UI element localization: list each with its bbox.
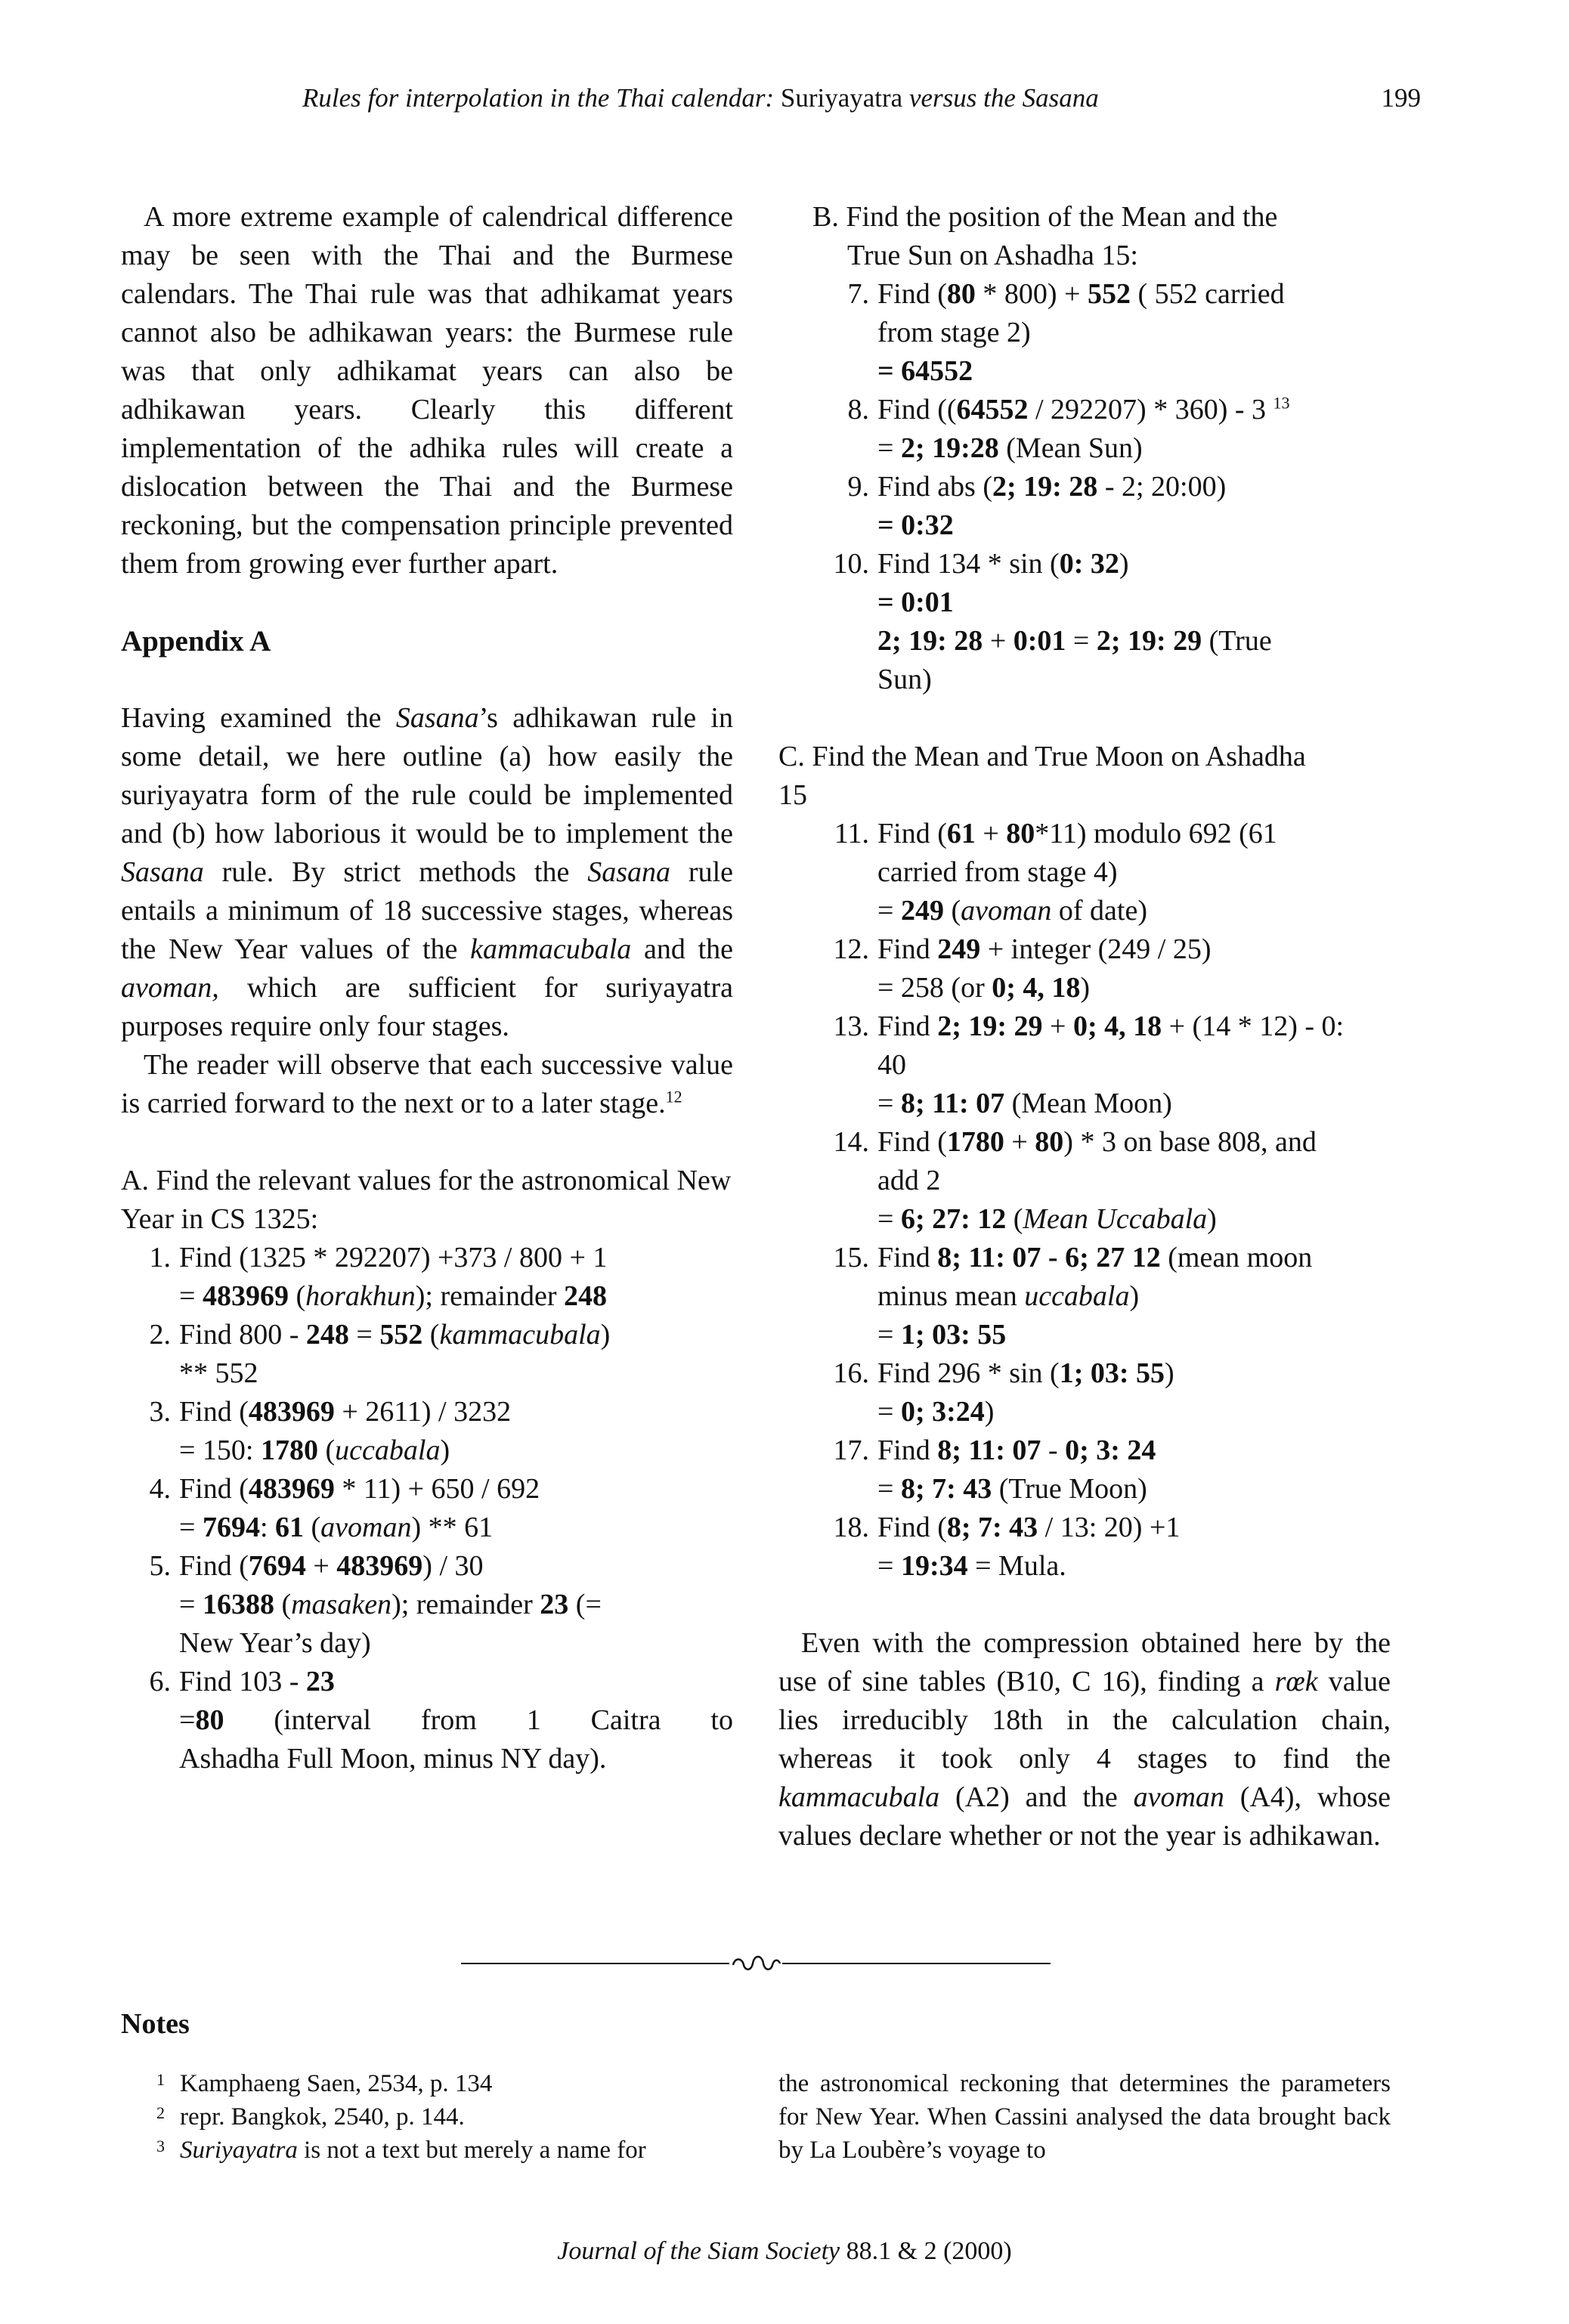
running-title: Rules for interpolation in the Thai calendar: Suriyayatra versus the Sasana (302, 83, 1099, 113)
page-number: 199 (1381, 83, 1421, 113)
step-11: 11. Find (61 + 80*11) modulo 692 (61 carried from stage 4) = 249 (avoman of date) (834, 818, 1277, 927)
notes-heading: Notes (121, 2008, 190, 2040)
step-18: 18. Find (8; 7: 43 / 13: 20) +1 = 19:34 = Mula. (833, 1512, 1181, 1582)
step-1: 1. Find (1325 * 292207) +373 / 800 + 1 = 483969 (horakhun); remainder 248 (149, 1242, 608, 1312)
step-3: 3. Find (483969 + 2611) / 3232 = 150: 1780 (uccabala) (149, 1396, 512, 1466)
footnote-ref-13: 13 (1273, 393, 1290, 413)
section-divider-ornament (461, 1948, 1051, 1979)
step-16: 16. Find 296 * sin (1; 03: 55) = 0; 3:24) (833, 1357, 1174, 1428)
section-c-heading: C. Find the Mean and True Moon on Ashadha 15 (778, 741, 1306, 811)
notes-right (778, 2067, 1391, 2167)
step-17: 17. Find 8; 11: 07 - 0; 3: 24 = 8; 7: 43 (True Moon) (833, 1434, 1156, 1505)
appendix-heading: Appendix A (121, 625, 271, 658)
appendix-paragraph-2: The reader will observe that each successive value is carried forward to the next or to a later stage.$^{12}$ (121, 1049, 733, 1119)
notes-left (121, 2067, 741, 2167)
section-a-heading: A. Find the relevant values for the astronomical New Year in CS 1325: (121, 1165, 732, 1235)
footnote-2: 2 repr. Bangkok, 2540, p. 144. (156, 2103, 465, 2131)
step-12: 12. Find 249 + integer (249 / 25) = 258 (or 0; 4, 18) (833, 933, 1212, 1004)
section-b-heading: B. Find the position of the Mean and the True Sun on Ashadha 15: (812, 201, 1278, 271)
step-4: 4. Find (483969 * 11) + 650 / 692 = 7694: 61 (avoman) ** 61 (149, 1473, 540, 1543)
left-column (121, 198, 733, 1778)
appendix-paragraph-1: Having examined the Sasana’s adhikawan rule in some detail, we here outline (a) how easily the suriyayatra form of the rule could be implemented and (b) how laborious it would be to implement the Sasana rule. By strict methods the Sasana rule entails a minimum of 18 successive stages, whereas the New Year values of the kammacubala and the avoman, which are sufficient for suriyayatra purposes require only four stages. (121, 702, 733, 1042)
step-7: 7. Find (80 * 800) + 552 ( 552 carried from stage 2) = 64552 (847, 278, 1285, 387)
step-5: 5. Find (7694 + 483969) / 30 = 16388 (masaken); remainder 23 (= New Year’s day) (149, 1550, 602, 1659)
journal-footer: Journal of the Siam Society 88.1 & 2 (2000) (557, 2237, 1012, 2265)
footnote-3-continued: the astronomical reckoning that determines the parameters for New Year. When Cassini analysed the data brought back by La Loubère’s voyage to (778, 2070, 1391, 2164)
step-8: 8. Find ((64552 / 292207) * 360) - 3 $^{13}$ = 2; 19:28 (Mean Sun) (847, 393, 1290, 464)
footnote-ref-12: 12 (665, 1087, 682, 1106)
step-9: 9. Find abs (2; 19: 28 - 2; 20:00) = 0:32 (847, 471, 1227, 541)
footnote-3: 3 Suriyayatra is not a text but merely a name for (156, 2137, 646, 2164)
footnote-1: 1 Kamphaeng Saen, 2534, p. 134 (156, 2070, 493, 2097)
step-14: 14. Find (1780 + 80) * 3 on base 808, and add 2 = 6; 27: 12 (Mean Uccabala) (833, 1126, 1317, 1235)
step-6: 6. Find 103 - 23 =80 (interval from 1 Caitra to Ashadha Full Moon, minus NY day). (149, 1666, 733, 1775)
step-15: 15. Find 8; 11: 07 - 6; 27 12 (mean moon minus mean uccabala) = 1; 03: 55 (833, 1242, 1313, 1351)
step-2: 2. Find 800 - 248 = 552 (kammacubala) ** 552 (149, 1319, 611, 1389)
right-column (778, 198, 1391, 1855)
closing-paragraph: Even with the compression obtained here by the use of sine tables (B10, C 16), finding a rœk value lies irreducibly 18th in the calculation chain, whereas it took only 4 stages to find the kammacubala (A2) and the avoman (A4), whose values declare whether or not the year is adhikawan. (778, 1627, 1391, 1852)
step-10: 10. Find 134 * sin (0: 32) = 0:01 2; 19: 28 + 0:01 = 2; 19: 29 (True Sun) (833, 548, 1272, 695)
intro-paragraph: A more extreme example of calendrical difference may be seen with the Thai and the Burmese calendars. The Thai rule was that adhikamat years cannot also be adhikawan years: the Burmese rule was that only adhikamat years can also be adhikawan years. Clearly this different implementation of the adhika rules will create a dislocation between the Thai and the Burmese reckoning, but the compensation principle prevented them from growing ever further apart. (121, 201, 733, 580)
step-13: 13. Find 2; 19: 29 + 0; 4, 18 + (14 * 12) - 0: 40 = 8; 11: 07 (Mean Moon) (833, 1010, 1345, 1119)
